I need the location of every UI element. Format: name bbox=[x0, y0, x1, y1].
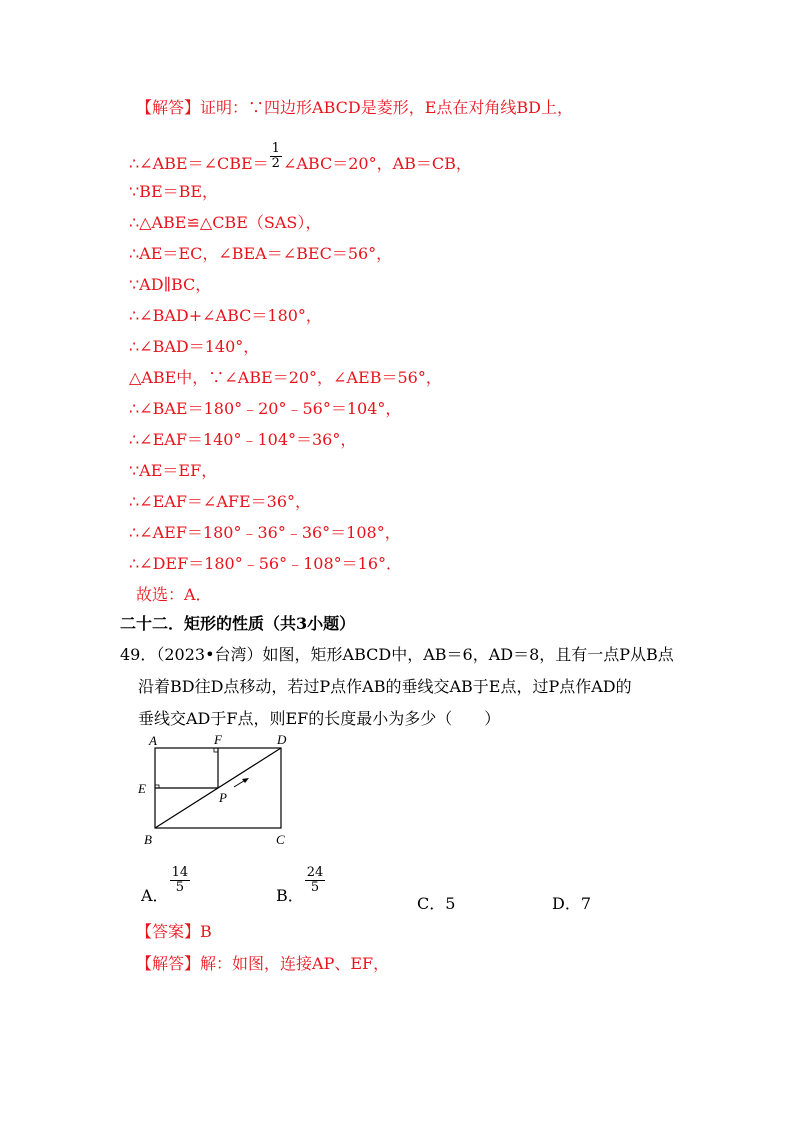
fraction-denominator: 5 bbox=[175, 880, 184, 895]
answer-value: B bbox=[200, 922, 212, 941]
answer-line bbox=[136, 922, 212, 942]
solution-text: ∠ABC＝20°，AB＝CB， bbox=[282, 154, 472, 173]
option-b bbox=[276, 865, 326, 905]
solution-line-9: △ABE中，∵∠ABE＝20°，∠AEB＝56°， bbox=[129, 368, 442, 387]
solution-line-12: ∵AE＝EF， bbox=[129, 461, 218, 480]
solution-text: 证明：∵四边形ABCD是菱形，E点在对角线BD上， bbox=[200, 98, 573, 117]
fraction-denominator: 5 bbox=[310, 880, 320, 895]
solution-tag: 【解答】 bbox=[136, 98, 201, 117]
solution-text: ∴∠ABE＝∠CBE＝ bbox=[129, 154, 269, 173]
solution-line-14: ∴∠AEF＝180°﹣36°﹣36°＝108°， bbox=[129, 523, 401, 542]
fraction-numerator: 1 bbox=[271, 141, 280, 156]
option-a-fraction bbox=[170, 866, 191, 895]
fraction-denominator: 2 bbox=[271, 156, 280, 171]
option-b-label: B． bbox=[276, 886, 304, 905]
solution-line-7: ∴∠BAD+∠ABC＝180°， bbox=[129, 306, 322, 325]
arrow-head-icon bbox=[242, 778, 249, 783]
solution-line-5: ∴AE＝EC，∠BEA＝∠BEC＝56°， bbox=[129, 244, 393, 263]
solution-line-8: ∴∠BAD＝140°， bbox=[129, 337, 260, 356]
label-b: B bbox=[144, 832, 152, 847]
solution-line-15: ∴∠DEF＝180°﹣56°﹣108°＝16°． bbox=[129, 554, 402, 573]
option-b-fraction bbox=[305, 866, 326, 895]
fraction-half bbox=[270, 142, 282, 171]
question-49-line-3: 垂线交AD于F点，则EF的长度最小为多少（ ） bbox=[138, 709, 501, 728]
solution-line-3: ∵BE＝BE， bbox=[129, 182, 219, 201]
question-49-line-1: 49．（2023•台湾）如图，矩形ABCD中，AB＝6，AD＝8，且有一点P从B点 bbox=[120, 645, 674, 664]
solution-line-11: ∴∠EAF＝140°﹣104°＝36°， bbox=[129, 430, 357, 449]
label-d: D bbox=[277, 732, 287, 747]
solution-tag: 【解答】 bbox=[136, 954, 201, 973]
solution-line-13: ∴∠EAF＝∠AFE＝36°， bbox=[129, 492, 312, 511]
solution-line-6: ∵AD∥BC， bbox=[129, 275, 212, 294]
solution-text: 解：如图，连接AP、EF， bbox=[200, 954, 390, 973]
solution-line-2 bbox=[129, 141, 472, 179]
solution-line-1 bbox=[136, 98, 573, 118]
label-p: P bbox=[219, 790, 227, 805]
fraction-numerator: 14 bbox=[171, 865, 189, 880]
solution-line-4: ∴△ABE≌△CBE（SAS）， bbox=[129, 213, 322, 232]
option-d: D．7 bbox=[552, 894, 592, 913]
solution-line-10: ∴∠BAE＝180°﹣20°﹣56°＝104°， bbox=[129, 399, 402, 418]
label-e: E bbox=[138, 781, 146, 796]
question-49-line-2: 沿着BD往D点移动，若过P点作AB的垂线交AB于E点，过P点作AD的 bbox=[138, 677, 632, 696]
rectangle-figure bbox=[130, 730, 310, 850]
solution-49-line bbox=[136, 954, 389, 974]
answer-tag: 【答案】 bbox=[136, 922, 201, 941]
option-a-label: A． bbox=[141, 886, 169, 905]
label-c: C bbox=[276, 832, 285, 847]
solution-line-16: 故选：A． bbox=[136, 585, 212, 604]
fraction-numerator: 24 bbox=[306, 865, 324, 880]
section-title: 二十二．矩形的性质（共3小题） bbox=[120, 614, 356, 633]
option-c: C．5 bbox=[417, 894, 456, 913]
label-a: A bbox=[149, 733, 157, 748]
label-f: F bbox=[214, 732, 222, 747]
option-a bbox=[141, 865, 191, 905]
